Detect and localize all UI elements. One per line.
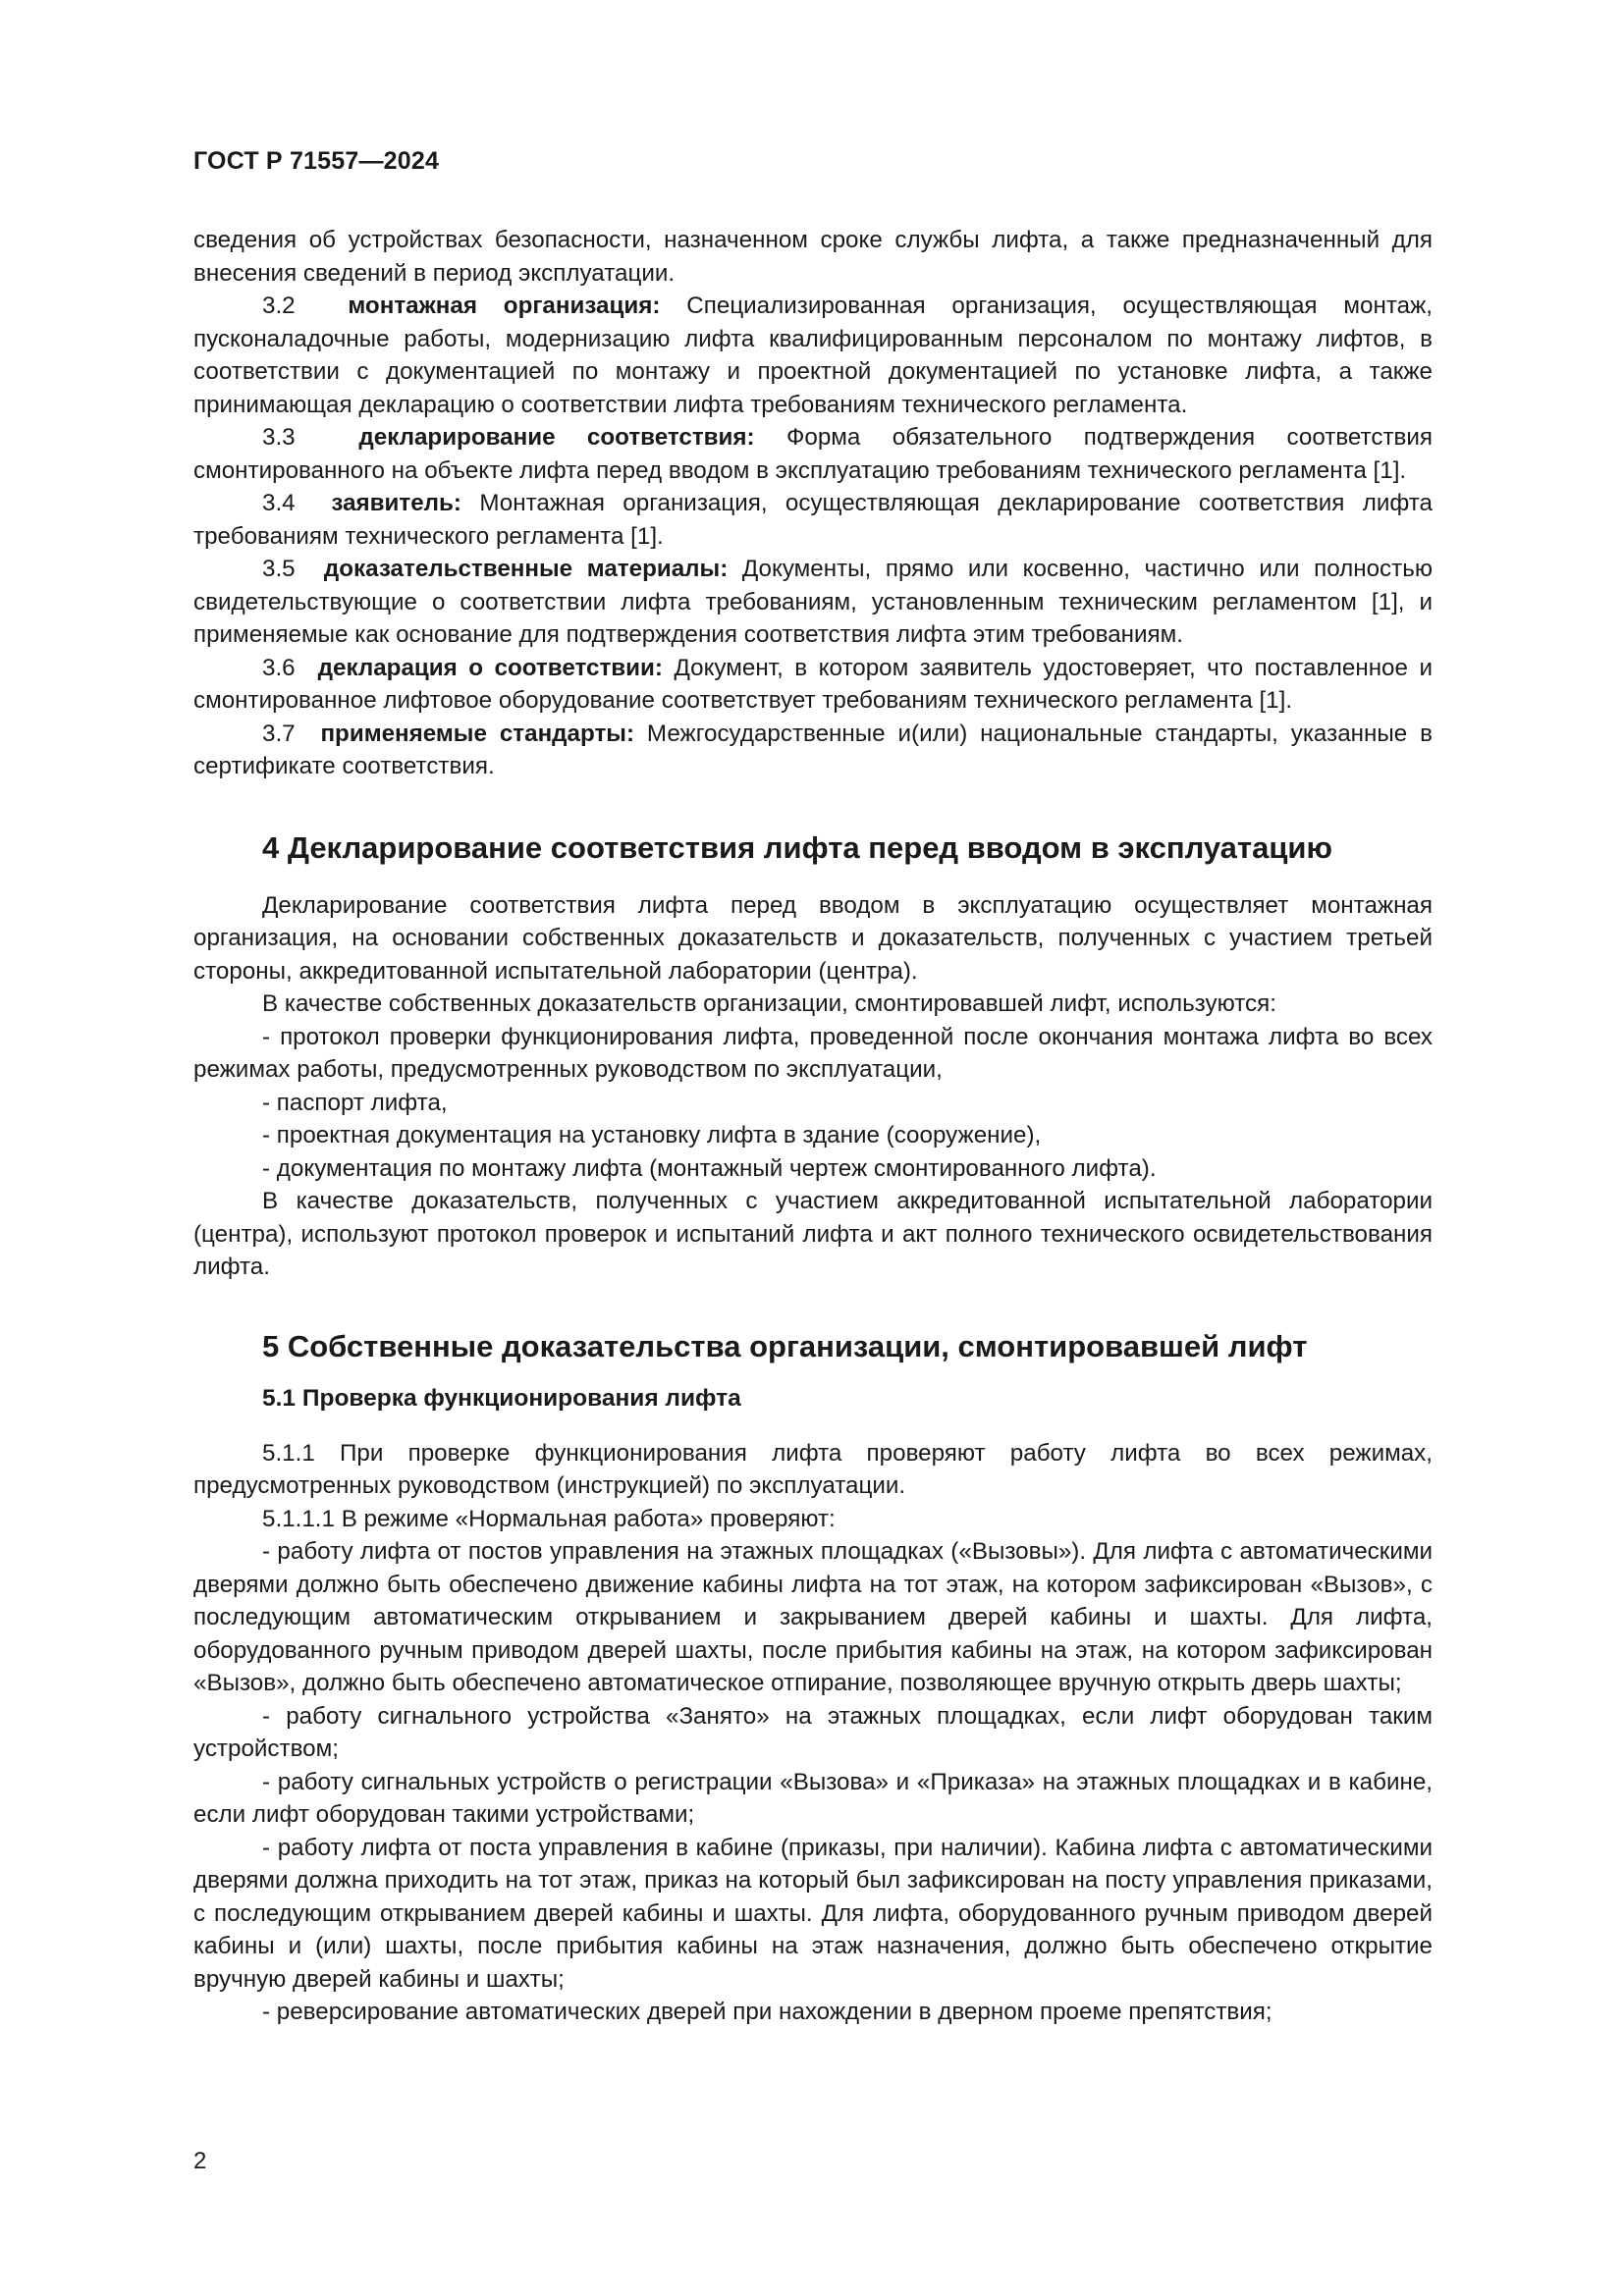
definition-text: Форма обязательного подтверждения соответствия смонтированного на объекте лифта перед вводом в эксплуатацию требованиям технического регламента [1].: [193, 424, 1433, 484]
definition-3-4: [193, 487, 1433, 553]
definition-number: 3.7: [262, 720, 296, 747]
paragraph-3-1-continuation: сведения об устройствах безопасности, назначенном сроке службы лифта, а также предназначенный для внесения сведений в период эксплуатации.: [193, 227, 1433, 287]
subsection-5-1-heading: 5.1 Проверка функционирования лифта: [262, 1384, 741, 1412]
definition-3-6: [193, 652, 1433, 718]
clause-5-1-1: 5.1.1 При проверке функционирования лифта проверяют работу лифта во всех режимах, предусмотренных руководством (инструкцией) по эксплуатации.: [193, 1439, 1433, 1499]
section-4-paragraph-1: Декларирование соответствия лифта перед вводом в эксплуатацию осуществляет монтажная организация, на основании собственных доказательств и доказательств, полученных с участием третьей стороны, аккредитованной испытательной лаборатории (центра).: [193, 891, 1433, 985]
definition-number: 3.3: [262, 424, 296, 451]
definition-number: 3.5: [262, 556, 296, 582]
list-item: - работу сигнальных устройств о регистрации «Вызова» и «Приказа» на этажных площадках и в кабине, если лифт оборудован такими устройствами;: [193, 1768, 1433, 1828]
definition-term: декларирование соответствия:: [358, 424, 755, 451]
page-number: 2: [193, 2148, 207, 2174]
list-item: - документация по монтажу лифта (монтажный чертеж смонтированного лифта).: [262, 1154, 1157, 1182]
definition-3-3: [193, 421, 1433, 487]
list-item: - паспорт лифта,: [262, 1089, 448, 1116]
definition-text: Монтажная организация, осуществляющая декларирование соответствия лифта требованиям технического регламента [1].: [193, 490, 1433, 550]
definition-number: 3.4: [262, 490, 296, 516]
list-item: - работу лифта от постов управления на этажных площадках («Вызовы»). Для лифта с автоматическими дверями должно быть обеспечено движение кабины лифта на тот этаж, на котором зафиксирован «Вызов», с последующим автоматическим открыванием и закрыванием дверей кабины и шахты. Для лифта, оборудованного ручным приводом дверей шахты, после прибытия кабины на этаж, на котором зафиксирован «Вызов», должно быть обеспечено автоматическое отпирание, позволяющее вручную открыть дверь шахты;: [193, 1538, 1433, 1696]
list-item: - протокол проверки функционирования лифта, проведенной после окончания монтажа лифта во всех режимах работы, предусмотренных руководством по эксплуатации,: [193, 1023, 1433, 1083]
clause-5-1-1-1: 5.1.1.1 В режиме «Нормальная работа» проверяют:: [262, 1505, 836, 1532]
section-4-paragraph-3: В качестве доказательств, полученных с участием аккредитованной испытательной лаборатории (центра), используют протокол проверок и испытаний лифта и акт полного технического освидетельствования лифта.: [193, 1188, 1433, 1280]
section-4-paragraph-2: В качестве собственных доказательств организации, смонтировавшей лифт, используются:: [262, 990, 1276, 1017]
list-item: - работу лифта от поста управления в кабине (приказы, при наличии). Кабина лифта с автоматическими дверями должна приходить на тот этаж, приказ на который был зафиксирован на посту управления приказами, с последующим открыванием дверей кабины и шахты. Для лифта, оборудованного ручным приводом дверей кабины и (или) шахты, после прибытия кабины на этаж назначения, должно быть обеспечено открытие вручную дверей кабины и шахты;: [193, 1834, 1433, 1993]
document-header: ГОСТ Р 71557—2024: [193, 147, 440, 175]
definition-text: Специализированная организация, осуществляющая монтаж, пусконаладочные работы, модернизацию лифта квалифицированным персоналом по монтажу лифтов, в соответствии с документацией по монтажу и проектной документацией по установке лифта, а также принимающая декларацию о соответствии лифта требованиям технического регламента.: [193, 293, 1433, 418]
definition-number: 3.6: [262, 654, 296, 681]
definition-text: Документы, прямо или косвенно, частично или полностью свидетельствующие о соответствии лифта требованиям, установленным техническим регламентом [1], и применяемые как основание для подтверждения соответствия лифта этим требованиям.: [193, 556, 1433, 648]
definition-text: Межгосударственные и(или) национальные стандарты, указанные в сертификате соответствия.: [193, 720, 1433, 779]
list-item: - работу сигнального устройства «Занято» на этажных площадках, если лифт оборудован таким устройством;: [193, 1702, 1433, 1762]
definition-term: монтажная организация:: [348, 293, 661, 319]
section-5-heading: 5 Собственные доказательства организации, смонтировавшей лифт: [262, 1328, 1308, 1363]
list-item: - реверсирование автоматических дверей при нахождении в дверном проеме препятствия;: [262, 1999, 1272, 2025]
document-body: [193, 224, 1433, 2029]
definition-text: Документ, в котором заявитель удостоверяет, что поставленное и смонтированное лифтовое оборудование соответствует требованиям технического регламента [1].: [193, 654, 1433, 714]
definition-term: доказательственные материалы:: [323, 556, 729, 582]
definition-3-7: [193, 718, 1433, 783]
definition-3-2: [193, 290, 1433, 421]
definition-number: 3.2: [262, 293, 296, 319]
definition-3-5: [193, 553, 1433, 652]
section-4-heading: 4 Декларирование соответствия лифта перед вводом в эксплуатацию: [262, 829, 1332, 865]
definition-term: применяемые стандарты:: [320, 720, 634, 747]
list-item: - проектная документация на установку лифта в здание (сооружение),: [262, 1122, 1042, 1148]
definition-term: заявитель:: [331, 490, 461, 516]
definition-term: декларация о соответствии:: [317, 654, 663, 681]
